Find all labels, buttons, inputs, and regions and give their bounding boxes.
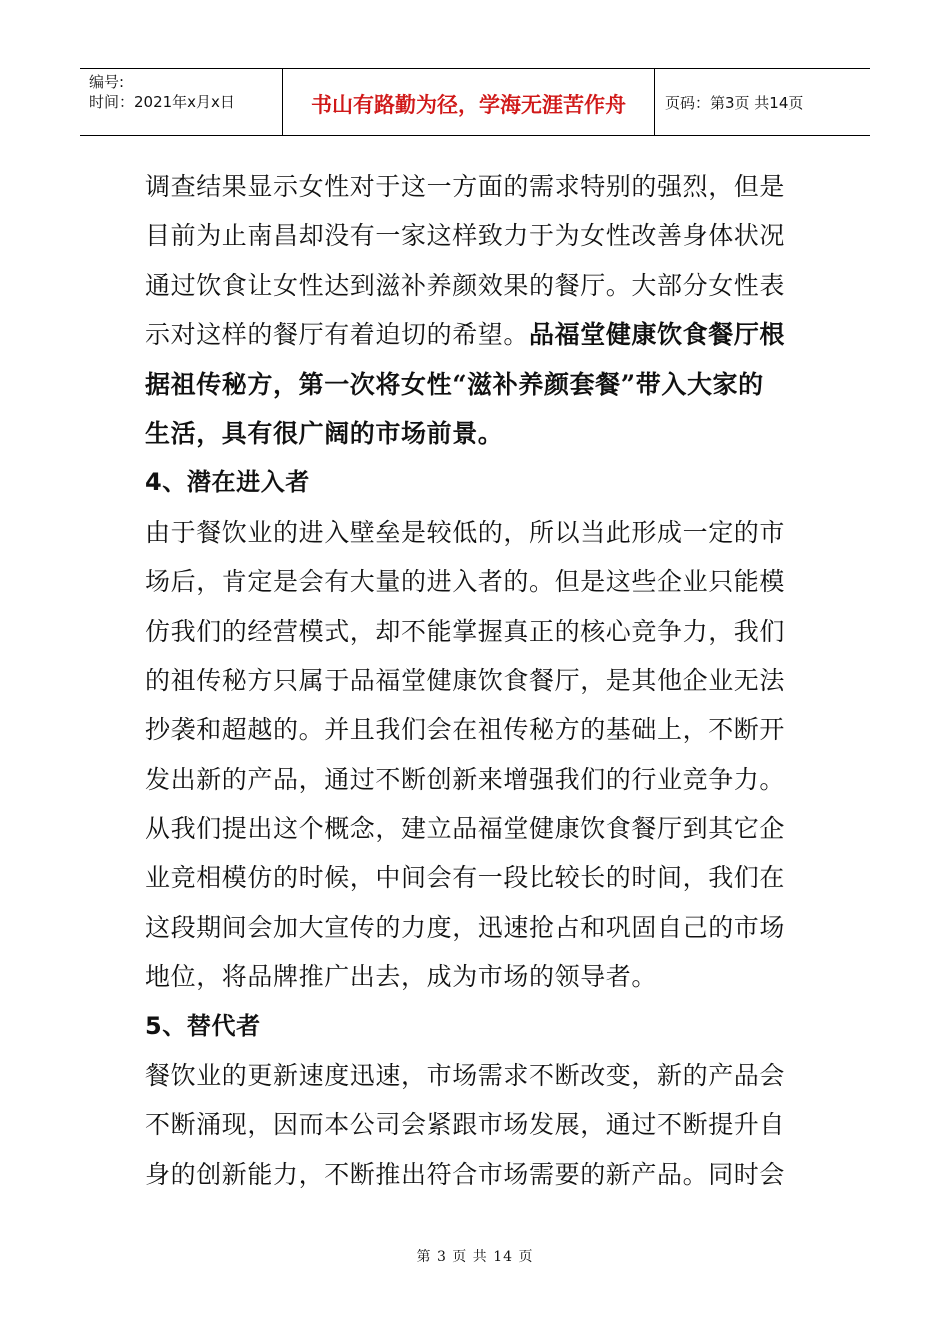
date-line: 时间：2021年x月x日	[89, 93, 235, 111]
body-line: 这段期间会加大宣传的力度，迅速抢占和巩固自己的市场	[145, 912, 786, 942]
body-line-bold: 据祖传秘方，第一次将女性“滋补养颜套餐”带入大家的	[145, 369, 764, 399]
body-line: 由于餐饮业的进入壁垒是较低的，所以当此形成一定的市	[145, 517, 786, 547]
header-page-cell	[655, 69, 870, 135]
body-line: 抄袭和超越的。并且我们会在祖传秘方的基础上，不断开	[145, 715, 786, 745]
page-footer: 第 3 页 共 14 页	[416, 1249, 534, 1265]
body-line: 不断涌现，因而本公司会紧跟市场发展，通过不断提升自	[145, 1110, 786, 1140]
section-heading-potential-entrants: 4、潜在进入者	[145, 468, 310, 497]
header-meta-cell	[80, 69, 283, 135]
body-line-bold-part: 品福堂健康饮食餐厅根	[529, 320, 786, 350]
document-body	[145, 162, 810, 1199]
body-line: 身的创新能力，不断推出符合市场需要的新产品。同时会	[145, 1159, 786, 1189]
body-line: 目前为止南昌却没有一家这样致力于为女性改善身体状况	[145, 221, 786, 251]
body-line: 业竞相模仿的时候，中间会有一段比较长的时间，我们在	[145, 863, 786, 893]
header-page-info: 页码：第3页 共14页	[665, 93, 804, 112]
header-motto: 书山有路勤为径，学海无涯苦作舟	[311, 93, 626, 117]
body-line-normal-part: 示对这样的餐厅有着迫切的希望。	[145, 320, 530, 350]
body-line-mixed	[145, 310, 810, 359]
serial-number-label: 编号:	[89, 73, 125, 91]
body-line: 从我们提出这个概念，建立品福堂健康饮食餐厅到其它企	[145, 814, 786, 844]
body-line: 地位，将品牌推广出去，成为市场的领导者。	[145, 962, 658, 992]
body-line: 调查结果显示女性对于这一方面的需求特别的强烈，但是	[145, 172, 786, 201]
header-motto-cell	[283, 69, 655, 135]
body-line: 的祖传秘方只属于品福堂健康饮食餐厅，是其他企业无法	[145, 665, 786, 695]
body-line: 场后，肯定是会有大量的进入者的。但是这些企业只能模	[145, 567, 786, 597]
body-line: 发出新的产品，通过不断创新来增强我们的行业竞争力。	[145, 764, 786, 794]
section-heading-substitutes: 5、替代者	[145, 1011, 261, 1040]
body-line-bold: 生活，具有很广阔的市场前景。	[145, 418, 504, 448]
page-header	[80, 68, 870, 136]
body-line: 通过饮食让女性达到滋补养颜效果的餐厅。大部分女性表	[145, 270, 786, 300]
body-line: 仿我们的经营模式，却不能掌握真正的核心竞争力，我们	[145, 616, 786, 646]
body-line: 餐饮业的更新速度迅速，市场需求不断改变，新的产品会	[145, 1061, 786, 1091]
